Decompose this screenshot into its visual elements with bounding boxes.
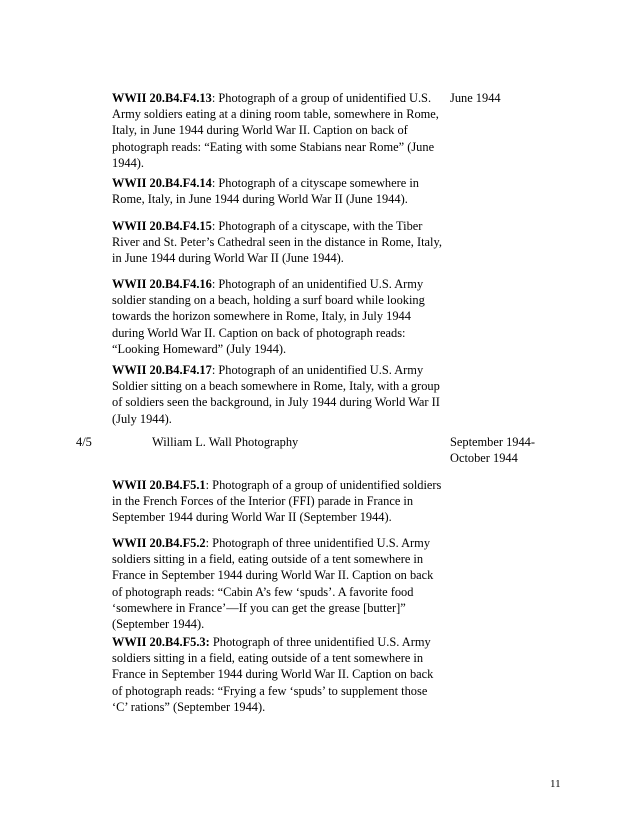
folder-title: William L. Wall Photography: [152, 435, 299, 449]
entry-id: WWII 20.B4.F4.13: [112, 91, 212, 105]
entry-id: WWII 20.B4.F4.17: [112, 363, 212, 377]
entry-f5-2: [112, 535, 442, 632]
entry-id: WWII 20.B4.F4.15: [112, 219, 212, 233]
entry-f4-14: [112, 175, 442, 207]
page-number: 11: [550, 778, 561, 790]
entry-id: WWII 20.B4.F4.16: [112, 277, 212, 291]
entry-id: WWII 20.B4.F5.1: [112, 478, 206, 492]
entry-description: : Photograph of a group of unidentified soldiers in the French Forces of the Interior (FFI) parade in France in September 1944 during World War II (September 1944).: [112, 478, 442, 525]
box-folder-number: 4/5: [76, 435, 92, 449]
entry-description: Photograph of three unidentified U.S. Army soldiers sitting in a field, eating outside of a tent somewhere in France in September 1944 during World War II. Caption on back of photograph reads: “Frying a few ‘spuds’ to supplement those ‘C’ rations” (September 1944).: [112, 635, 434, 714]
entry-id: WWII 20.B4.F5.3:: [112, 635, 210, 649]
entry-description: : Photograph of a cityscape, with the Tiber River and St. Peter’s Cathedral seen in the distance in Rome, Italy, in June 1944 during World War II (June 1944).: [112, 219, 442, 266]
entry-description: : Photograph of a cityscape somewhere in Rome, Italy, in June 1944 during World War II (June 1944).: [112, 176, 419, 207]
entry-f5-1: [112, 477, 442, 526]
entry-id: WWII 20.B4.F4.14: [112, 176, 212, 190]
entry-f4-15: [112, 218, 442, 267]
folder-f4-date: June 1944: [450, 91, 501, 105]
folder-f5-date: [450, 434, 535, 466]
entry-description: : Photograph of a group of unidentified U.S. Army soldiers eating at a dining room table, somewhere in Rome, Italy, in June 1944 during World War II. Caption on back of photograph reads: “Eating with some Stabians near Rome” (June 1944).: [112, 91, 439, 170]
entry-description: : Photograph of an unidentified U.S. Army soldier standing on a beach, holding a surf board while looking towards the horizon somewhere in Rome, Italy, in July 1944 during World War II. Caption on back of photograph reads: “Looking Homeward” (July 1944).: [112, 277, 425, 356]
entry-f4-17: [112, 362, 442, 427]
entry-description: : Photograph of an unidentified U.S. Army Soldier sitting on a beach somewhere in Rome, Italy, with a group of soldiers seen the background, in July 1944 during World War II (July 1944).: [112, 363, 440, 426]
date-end: October 1944: [450, 451, 518, 466]
entry-f5-3: [112, 634, 442, 715]
entry-f4-16: [112, 276, 442, 357]
date-start: September 1944-: [450, 435, 535, 449]
entry-f4-13: [112, 90, 442, 171]
entry-description: : Photograph of three unidentified U.S. Army soldiers sitting in a field, eating outside of a tent somewhere in France in September 1944 during World War II. Caption on back of photograph reads: “Cabin A’s few ‘spuds’. A favorite food ‘somewhere in France’—If you can get the grease [butter]” (September 1944).: [112, 536, 434, 632]
entry-id: WWII 20.B4.F5.2: [112, 536, 206, 550]
